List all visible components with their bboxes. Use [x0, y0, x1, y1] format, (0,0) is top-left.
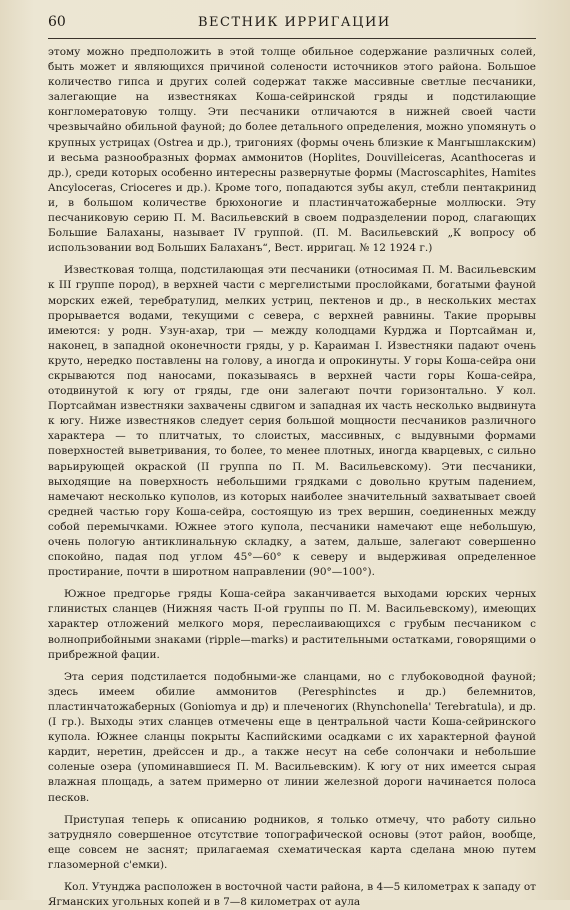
journal-title: ВЕСТНИК ИРРИГАЦИИ [198, 15, 391, 30]
paragraph-4: Эта серия подстилается подобными-же сланцами, но с глубоководной фауной; здесь имеем обилие аммонитов (Peresphinctes и др.) белемнитов, пластинчатожаберных (Goniomya и др) и плеченогих (Rhynchonella' Terebratula), и др. (I гр.). Выходы этих сланцев отмечены еще в центральной части Коша-сейринского купола. Южнее сланцы покрыты Каспийскими осадками с их характерной фауной кардит, неретин, дрейссен и др., а также несут на себе солончаки и небольшие соленые озера (упоминавшиеся П. М. Васильевским). К югу от них имеется сырая влажная площадь, а затем примерно от линии железной дороги начинается полоса песков. [48, 670, 536, 804]
paragraph-3: Южное предгорье гряды Коша-сейра заканчивается выходами юрских черных глинистых сланцев (Нижняя часть II-ой группы по П. М. Васильевскому), имеющих характер отложений мелкого моря, переслаивающихся с грубым песчаником с волноприбойными знаками (ripple—marks) и растительными остатками, говорящими о прибрежной фации. [48, 588, 536, 661]
paragraph-2: Известковая толща, подстилающая эти песчаники (относимая П. М. Васильевским к III группе пород), в верхней части с мергелистыми прослойками, богатыми фауной морских ежей, теребратулид, мелких устриц, пектенов и др., в нескольких местах прорывается водами, текущими с севера, с верхней равнины. Такие прорывы имеются: у родн. Узун-ахар, три — между колодцами Курджа и Портсайман и, наконец, в западной оконечности гряды, у р. Караиман I. Известняки падают очень круто, нередко поставлены на голову, а иногда и опрокинуты. У горы Коша-сейра они скрываются под наносами, показываясь в верхней части горы Коша-сейра, отодвинутой к югу от гряды, где они залегают почти горизонтально. У кол. Портсайман известняки захвачены сдвигом и западная их часть несколько выдвинута к югу. Ниже известняков следует серия большой мощности песчаников различного характера — то плитчатых, то слоистых, массивных, с выдувными формами поверхностей выветривания, то более, то менее плотных, иногда кварцевых, с сильно варьирующей окраской (II группа по П. М. Васильевскому). Эти песчаники, выходящие на поверхность небольшими грядками с довольно крутым падением, намечают несколько куполов, из которых наиболее значительный захватывает своей средней частью гору Коша-сейра, состоящую из трех вершин, соединенных между собой перемычками. Южнее этого купола, песчаники намечают еще небольшую, очень пологую антиклинальную складку, а затем, дальше, залегают совершенно спокойно, падая под углом 45°—60° к северу и выдерживая определенное простирание, почти в широтном направлении (90°—100°). [48, 264, 536, 579]
page-number: 60 [48, 14, 66, 30]
page-header [48, 14, 536, 39]
paragraph-5: Приступая теперь к описанию родников, я только отмечу, что работу сильно затрудняло совершенное отсутствие топографической основы (этот район, вообще, еще совсем не заснят; прилагаемая схематическая карта сделана мною путем глазомерной с'емки). [48, 813, 536, 871]
article-body [48, 45, 536, 910]
paragraph-1: этому можно предположить в этой толще обильное содержание различных солей, быть может и являющихся причиной солености источников этого района. Большое количество гипса и других солей содержат также массивные светлые песчаники, залегающие на известняках Коша-сейринской гряды и подстилающие конгломератовую толщу. Эти песчаники отличаются в нижней своей части чрезвычайно обильной фауной; до более детального определения, можно упомянуть о крупных устрицах (Ostrea и др.), тригониях (формы очень близкие к Мангышлакским) и весьма разнообразных формах аммонитов (Hoplites, Douvilleiceras, Acanthoceras и др.), среди которых особенно интересны развернутые формы (Macroscaphites, Hamites Ancyloceras, Crioceres и др.). Кроме того, попадаются зубы акул, стебли пентакринид и, в большом количестве брюхоногие и пластинчатожаберные моллюски. Эту песчаниковую серию П. М. Васильевский в своем подразделении пород, слагающих Большие Балаханы, называет IV группой. (П. М. Васильевский „К вопросу об использовании вод Больших Балаханъ“, Вест. ирригац. № 12 1924 г.) [48, 46, 536, 255]
paragraph-6: Кол. Утунджа расположен в восточной части района, в 4—5 километрах к западу от Ягманских угольных копей и в 7—8 километрах от аула [48, 880, 536, 909]
